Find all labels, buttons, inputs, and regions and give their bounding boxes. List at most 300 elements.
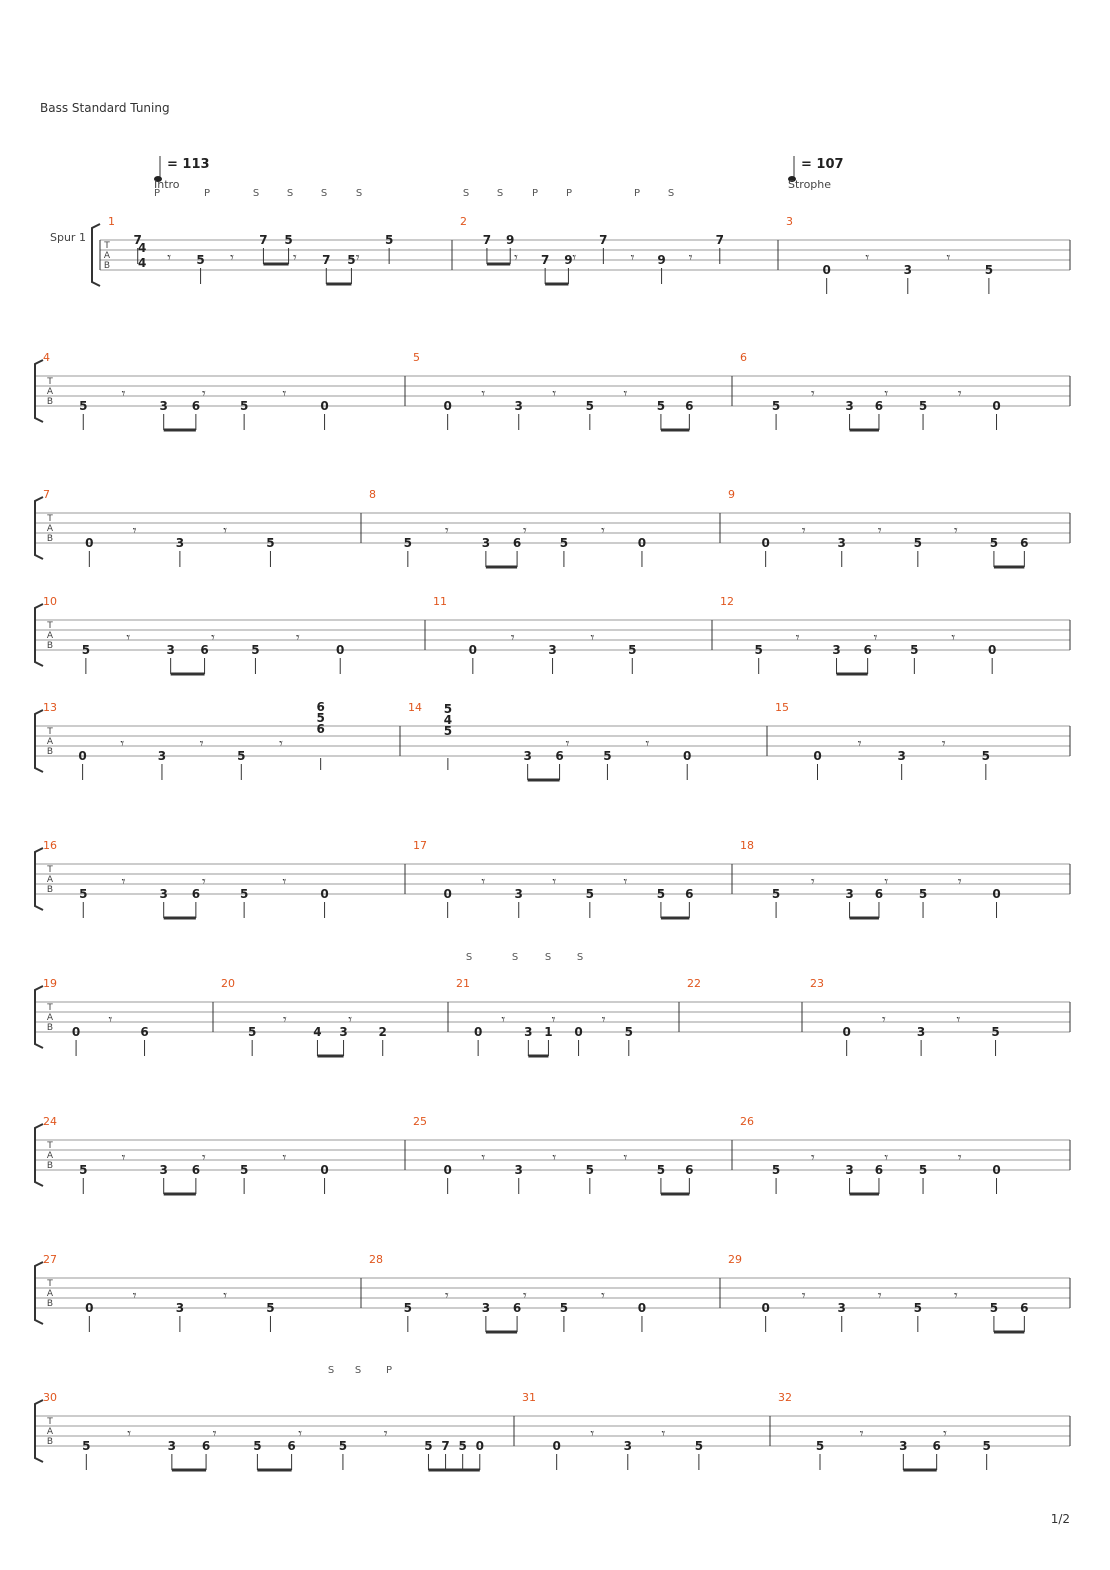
eighth-rest: 𝄾 bbox=[523, 523, 527, 539]
measure-number: 29 bbox=[728, 1253, 742, 1266]
technique-label: S bbox=[544, 952, 552, 963]
fret-number: 6 bbox=[863, 643, 872, 657]
eighth-rest: 𝄾 bbox=[108, 1012, 113, 1028]
fret-number: 0 bbox=[992, 1163, 1001, 1177]
eighth-rest: 𝄾 bbox=[810, 1150, 815, 1166]
tab-clef-letter: B bbox=[46, 397, 54, 407]
fret-number: 0 bbox=[336, 643, 345, 657]
fret-number: 5 bbox=[585, 887, 595, 901]
fret-number: 3 bbox=[175, 1301, 185, 1315]
fret-number: 3 bbox=[837, 536, 846, 550]
fret-number: 4 bbox=[443, 713, 453, 727]
fret-number: 5 bbox=[656, 1163, 666, 1177]
eighth-rest: 𝄾 bbox=[132, 1288, 137, 1304]
fret-number: 6 bbox=[685, 887, 694, 901]
fret-number: 6 bbox=[932, 1439, 941, 1453]
system-bracket bbox=[35, 710, 43, 772]
eighth-rest: 𝄾 bbox=[801, 523, 806, 539]
eighth-rest: 𝄾 bbox=[601, 1288, 605, 1304]
fret-number: 3 bbox=[175, 536, 185, 550]
measure-number: 18 bbox=[740, 839, 754, 852]
fret-number: 5 bbox=[316, 711, 325, 725]
eighth-rest: 𝄾 bbox=[630, 250, 635, 266]
fret-number: 4 bbox=[313, 1025, 322, 1039]
fret-number: 5 bbox=[984, 263, 994, 277]
fret-number: 6 bbox=[874, 887, 884, 901]
fret-number: 5 bbox=[239, 1163, 249, 1177]
tab-clef-letter: B bbox=[46, 641, 54, 651]
measure-number: 23 bbox=[810, 977, 824, 990]
fret-number: 5 bbox=[989, 1301, 999, 1315]
fret-number: 6 bbox=[316, 700, 325, 714]
eighth-rest: 𝄾 bbox=[552, 1150, 557, 1166]
fret-number: 3 bbox=[548, 643, 557, 657]
tab-clef-letter: B bbox=[103, 261, 111, 271]
tuning-label: Bass Standard Tuning bbox=[40, 101, 170, 115]
system-bracket bbox=[35, 848, 43, 910]
fret-number: 5 bbox=[81, 643, 91, 657]
eighth-rest: 𝄾 bbox=[481, 1150, 486, 1166]
fret-number: 6 bbox=[512, 1301, 522, 1315]
fret-number: 6 bbox=[685, 1163, 694, 1177]
eighth-rest: 𝄾 bbox=[951, 630, 956, 646]
system-bracket bbox=[92, 224, 100, 286]
eighth-rest: 𝄾 bbox=[552, 874, 557, 890]
tab-clef-letter: B bbox=[46, 1299, 54, 1309]
tab-clef-letter: T bbox=[47, 1003, 53, 1013]
fret-number: 3 bbox=[481, 536, 491, 550]
measure-number: 5 bbox=[413, 351, 420, 364]
eighth-rest: 𝄾 bbox=[565, 736, 570, 752]
fret-number: 6 bbox=[874, 1163, 884, 1177]
technique-label: P bbox=[153, 188, 161, 199]
technique-label: S bbox=[465, 952, 473, 963]
eighth-rest: 𝄾 bbox=[481, 874, 486, 890]
fret-number: 0 bbox=[987, 643, 997, 657]
technique-label: S bbox=[252, 188, 260, 199]
fret-number: 0 bbox=[78, 749, 87, 763]
fret-number: 5 bbox=[991, 1025, 1000, 1039]
technique-label: S bbox=[511, 952, 519, 963]
eighth-rest: 𝄾 bbox=[282, 874, 287, 890]
fret-number: 5 bbox=[251, 643, 260, 657]
tab-clef-letter: A bbox=[46, 631, 54, 641]
fret-number: 9 bbox=[506, 233, 515, 247]
fret-number: 3 bbox=[514, 399, 523, 413]
fret-number: 0 bbox=[992, 887, 1001, 901]
fret-number: 3 bbox=[916, 1025, 926, 1039]
fret-number: 0 bbox=[552, 1439, 561, 1453]
fret-number: 5 bbox=[910, 643, 919, 657]
fret-number: 6 bbox=[555, 749, 564, 763]
measure-number: 25 bbox=[413, 1115, 427, 1128]
fret-number: 3 bbox=[897, 749, 906, 763]
eighth-rest: 𝄾 bbox=[223, 523, 228, 539]
technique-label: S bbox=[496, 188, 504, 199]
fret-number: 2 bbox=[378, 1025, 387, 1039]
technique-label: P bbox=[203, 188, 211, 199]
measure-number: 24 bbox=[43, 1115, 57, 1128]
eighth-rest: 𝄾 bbox=[601, 523, 605, 539]
fret-number: 5 bbox=[443, 702, 453, 716]
fret-number: 3 bbox=[623, 1439, 632, 1453]
measure-number: 16 bbox=[43, 839, 57, 852]
fret-number: 5 bbox=[603, 749, 612, 763]
fret-number: 0 bbox=[637, 536, 647, 550]
fret-number: 0 bbox=[475, 1439, 484, 1453]
measure-number: 3 bbox=[786, 215, 793, 228]
fret-number: 5 bbox=[694, 1439, 704, 1453]
fret-number: 0 bbox=[71, 1025, 81, 1039]
fret-number: 5 bbox=[989, 536, 999, 550]
measure-number: 20 bbox=[221, 977, 235, 990]
fret-number: 5 bbox=[247, 1025, 257, 1039]
fret-number: 3 bbox=[159, 887, 168, 901]
tab-clef-letter: A bbox=[46, 1427, 54, 1437]
eighth-rest: 𝄾 bbox=[167, 250, 172, 266]
tab-clef-letter: B bbox=[46, 885, 54, 895]
fret-number: 3 bbox=[523, 749, 532, 763]
fret-number: 5 bbox=[253, 1439, 262, 1453]
fret-number: 1 bbox=[544, 1025, 553, 1039]
fret-number: 7 bbox=[133, 233, 142, 247]
eighth-rest: 𝄾 bbox=[956, 1012, 961, 1028]
fret-number: 5 bbox=[237, 749, 246, 763]
fret-number: 5 bbox=[771, 399, 781, 413]
eighth-rest: 𝄾 bbox=[279, 736, 283, 752]
eighth-rest: 𝄾 bbox=[355, 250, 360, 266]
eighth-rest: 𝄾 bbox=[121, 386, 126, 402]
fret-number: 0 bbox=[443, 1163, 452, 1177]
fret-number: 5 bbox=[656, 399, 666, 413]
eighth-rest: 𝄾 bbox=[282, 1012, 287, 1028]
fret-number: 6 bbox=[1020, 1301, 1029, 1315]
fret-number: 6 bbox=[1020, 536, 1029, 550]
section-label: Intro bbox=[154, 178, 180, 191]
fret-number: 5 bbox=[284, 233, 293, 247]
fret-number: 0 bbox=[822, 263, 831, 277]
eighth-rest: 𝄾 bbox=[292, 250, 297, 266]
eighth-rest: 𝄾 bbox=[884, 874, 889, 890]
track-label: Spur 1 bbox=[50, 231, 86, 244]
fret-number: 0 bbox=[574, 1025, 583, 1039]
measure-number: 32 bbox=[778, 1391, 792, 1404]
fret-number: 5 bbox=[771, 887, 781, 901]
eighth-rest: 𝄾 bbox=[857, 736, 862, 752]
eighth-rest: 𝄾 bbox=[199, 736, 204, 752]
fret-number: 5 bbox=[443, 724, 453, 738]
tempo-value: = 113 bbox=[167, 157, 210, 172]
system-bracket bbox=[35, 360, 43, 422]
measure-number: 17 bbox=[413, 839, 427, 852]
fret-number: 3 bbox=[837, 1301, 846, 1315]
system-bracket bbox=[35, 604, 43, 666]
fret-number: 5 bbox=[403, 536, 413, 550]
tab-clef-letter: A bbox=[103, 251, 111, 261]
eighth-rest: 𝄾 bbox=[661, 1426, 666, 1442]
measure-number: 12 bbox=[720, 595, 734, 608]
fret-number: 0 bbox=[992, 399, 1001, 413]
measure-number: 8 bbox=[369, 488, 376, 501]
fret-number: 6 bbox=[287, 1439, 296, 1453]
technique-label: P bbox=[385, 1365, 393, 1376]
eighth-rest: 𝄾 bbox=[223, 1288, 228, 1304]
technique-label: S bbox=[320, 188, 328, 199]
system-bracket bbox=[35, 1124, 43, 1186]
measure-number: 28 bbox=[369, 1253, 383, 1266]
eighth-rest: 𝄾 bbox=[348, 1012, 352, 1028]
system-bracket bbox=[35, 986, 43, 1048]
tab-clef-letter: T bbox=[104, 241, 110, 251]
fret-number: 5 bbox=[771, 1163, 781, 1177]
eighth-rest: 𝄾 bbox=[645, 736, 650, 752]
eighth-rest: 𝄾 bbox=[295, 630, 300, 646]
fret-number: 0 bbox=[468, 643, 478, 657]
eighth-rest: 𝄾 bbox=[954, 1288, 958, 1304]
measure-number: 22 bbox=[687, 977, 701, 990]
fret-number: 5 bbox=[424, 1439, 433, 1453]
tab-clef-letter: T bbox=[47, 1279, 53, 1289]
fret-number: 5 bbox=[347, 253, 356, 267]
eighth-rest: 𝄾 bbox=[884, 1150, 889, 1166]
fret-number: 7 bbox=[259, 233, 268, 247]
eighth-rest: 𝄾 bbox=[211, 630, 215, 646]
fret-number: 0 bbox=[813, 749, 822, 763]
tab-clef-letter: T bbox=[47, 621, 53, 631]
measure-number: 9 bbox=[728, 488, 735, 501]
tab-clef-letter: A bbox=[46, 875, 54, 885]
technique-label: S bbox=[286, 188, 294, 199]
fret-number: 5 bbox=[239, 887, 249, 901]
fret-number: 0 bbox=[320, 887, 329, 901]
eighth-rest: 𝄾 bbox=[444, 523, 449, 539]
eighth-rest: 𝄾 bbox=[943, 1426, 947, 1442]
fret-number: 5 bbox=[559, 1301, 569, 1315]
measure-number: 27 bbox=[43, 1253, 57, 1266]
fret-number: 5 bbox=[403, 1301, 413, 1315]
fret-number: 3 bbox=[903, 263, 912, 277]
tab-clef-letter: B bbox=[46, 1023, 54, 1033]
tab-clef-letter: T bbox=[47, 1417, 53, 1427]
fret-number: 0 bbox=[85, 1301, 94, 1315]
fret-number: 5 bbox=[458, 1439, 467, 1453]
fret-number: 3 bbox=[339, 1025, 348, 1039]
fret-number: 5 bbox=[624, 1025, 633, 1039]
fret-number: 5 bbox=[82, 1439, 91, 1453]
fret-number: 5 bbox=[79, 399, 88, 413]
tab-clef-letter: A bbox=[46, 1013, 54, 1023]
tab-clef-letter: A bbox=[46, 1289, 54, 1299]
fret-number: 3 bbox=[159, 1163, 168, 1177]
eighth-rest: 𝄾 bbox=[623, 874, 628, 890]
measure-number: 21 bbox=[456, 977, 470, 990]
eighth-rest: 𝄾 bbox=[501, 1012, 506, 1028]
fret-number: 0 bbox=[637, 1301, 647, 1315]
fret-number: 5 bbox=[981, 749, 991, 763]
eighth-rest: 𝄾 bbox=[121, 1150, 126, 1166]
eighth-rest: 𝄾 bbox=[882, 1012, 886, 1028]
tab-clef-letter: T bbox=[47, 514, 53, 524]
eighth-rest: 𝄾 bbox=[941, 736, 946, 752]
fret-number: 5 bbox=[384, 233, 394, 247]
tab-clef-letter: B bbox=[46, 747, 54, 757]
fret-number: 5 bbox=[656, 887, 666, 901]
measure-number: 6 bbox=[740, 351, 747, 364]
eighth-rest: 𝄾 bbox=[601, 1012, 606, 1028]
tempo-value: = 107 bbox=[801, 157, 844, 172]
fret-number: 5 bbox=[79, 887, 88, 901]
eighth-rest: 𝄾 bbox=[810, 874, 815, 890]
eighth-rest: 𝄾 bbox=[202, 1150, 206, 1166]
measure-number: 4 bbox=[43, 351, 50, 364]
eighth-rest: 𝄾 bbox=[801, 1288, 806, 1304]
fret-number: 9 bbox=[657, 253, 666, 267]
measure-number: 26 bbox=[740, 1115, 754, 1128]
fret-number: 6 bbox=[191, 887, 201, 901]
fret-number: 3 bbox=[167, 1439, 177, 1453]
eighth-rest: 𝄾 bbox=[510, 630, 515, 646]
measure-number: 30 bbox=[43, 1391, 57, 1404]
tab-clef-letter: A bbox=[46, 737, 54, 747]
fret-number: 3 bbox=[899, 1439, 908, 1453]
fret-number: 5 bbox=[628, 643, 637, 657]
fret-number: 3 bbox=[845, 887, 854, 901]
fret-number: 3 bbox=[832, 643, 841, 657]
eighth-rest: 𝄾 bbox=[884, 386, 889, 402]
eighth-rest: 𝄾 bbox=[590, 1426, 595, 1442]
eighth-rest: 𝄾 bbox=[957, 386, 962, 402]
eighth-rest: 𝄾 bbox=[623, 1150, 628, 1166]
fret-number: 0 bbox=[320, 399, 329, 413]
fret-number: 3 bbox=[166, 643, 175, 657]
fret-number: 3 bbox=[524, 1025, 533, 1039]
technique-label: S bbox=[354, 1365, 362, 1376]
eighth-rest: 𝄾 bbox=[810, 386, 815, 402]
tab-clef-letter: T bbox=[47, 865, 53, 875]
eighth-rest: 𝄾 bbox=[551, 1012, 556, 1028]
eighth-rest: 𝄾 bbox=[946, 250, 951, 266]
fret-number: 5 bbox=[585, 1163, 595, 1177]
eighth-rest: 𝄾 bbox=[865, 250, 870, 266]
technique-label: S bbox=[462, 188, 470, 199]
section-label: Strophe bbox=[788, 178, 832, 191]
eighth-rest: 𝄾 bbox=[282, 1150, 287, 1166]
eighth-rest: 𝄾 bbox=[873, 630, 878, 646]
technique-label: S bbox=[327, 1365, 335, 1376]
fret-number: 0 bbox=[842, 1025, 851, 1039]
fret-number: 5 bbox=[913, 536, 923, 550]
eighth-rest: 𝄾 bbox=[957, 874, 962, 890]
fret-number: 5 bbox=[266, 536, 275, 550]
fret-number: 7 bbox=[599, 233, 608, 247]
technique-label: S bbox=[667, 188, 675, 199]
eighth-rest: 𝄾 bbox=[230, 250, 234, 266]
fret-number: 5 bbox=[79, 1163, 88, 1177]
fret-number: 0 bbox=[443, 399, 452, 413]
eighth-rest: 𝄾 bbox=[121, 874, 126, 890]
eighth-rest: 𝄾 bbox=[481, 386, 486, 402]
fret-number: 5 bbox=[559, 536, 569, 550]
fret-number: 0 bbox=[761, 536, 770, 550]
fret-number: 6 bbox=[316, 722, 325, 736]
eighth-rest: 𝄾 bbox=[132, 523, 137, 539]
fret-number: 9 bbox=[564, 253, 573, 267]
fret-number: 6 bbox=[191, 399, 201, 413]
tab-clef-letter: T bbox=[47, 377, 53, 387]
eighth-rest: 𝄾 bbox=[127, 1426, 131, 1442]
fret-number: 6 bbox=[140, 1025, 149, 1039]
fret-number: 3 bbox=[514, 887, 523, 901]
eighth-rest: 𝄾 bbox=[202, 386, 206, 402]
fret-number: 0 bbox=[443, 887, 452, 901]
fret-number: 6 bbox=[874, 399, 884, 413]
fret-number: 3 bbox=[159, 399, 168, 413]
fret-number: 5 bbox=[913, 1301, 923, 1315]
eighth-rest: 𝄾 bbox=[877, 523, 882, 539]
eighth-rest: 𝄾 bbox=[120, 736, 125, 752]
fret-number: 5 bbox=[196, 253, 205, 267]
fret-number: 7 bbox=[540, 253, 550, 267]
measure-number: 14 bbox=[408, 701, 422, 714]
tab-clef-letter: A bbox=[46, 387, 54, 397]
technique-label: P bbox=[633, 188, 641, 199]
eighth-rest: 𝄾 bbox=[212, 1426, 217, 1442]
eighth-rest: 𝄾 bbox=[795, 630, 800, 646]
eighth-rest: 𝄾 bbox=[282, 386, 287, 402]
eighth-rest: 𝄾 bbox=[954, 523, 958, 539]
fret-number: 0 bbox=[473, 1025, 483, 1039]
fret-number: 3 bbox=[845, 399, 854, 413]
eighth-rest: 𝄾 bbox=[202, 874, 206, 890]
fret-number: 7 bbox=[322, 253, 331, 267]
measure-number: 11 bbox=[433, 595, 447, 608]
tab-clef-letter: A bbox=[46, 1151, 54, 1161]
system-bracket bbox=[35, 497, 43, 559]
measure-number: 2 bbox=[460, 215, 467, 228]
technique-label: P bbox=[565, 188, 573, 199]
eighth-rest: 𝄾 bbox=[383, 1426, 388, 1442]
eighth-rest: 𝄾 bbox=[957, 1150, 962, 1166]
eighth-rest: 𝄾 bbox=[444, 1288, 449, 1304]
fret-number: 6 bbox=[685, 399, 694, 413]
eighth-rest: 𝄾 bbox=[298, 1426, 303, 1442]
tab-clef-letter: T bbox=[47, 727, 53, 737]
fret-number: 5 bbox=[918, 1163, 928, 1177]
fret-number: 5 bbox=[815, 1439, 825, 1453]
eighth-rest: 𝄾 bbox=[523, 1288, 527, 1304]
measure-number: 19 bbox=[43, 977, 57, 990]
time-signature-top: 4 bbox=[138, 241, 147, 255]
page-number: 1/2 bbox=[1050, 1512, 1070, 1526]
fret-number: 6 bbox=[201, 1439, 211, 1453]
fret-number: 5 bbox=[239, 399, 249, 413]
fret-number: 6 bbox=[191, 1163, 201, 1177]
eighth-rest: 𝄾 bbox=[688, 250, 693, 266]
fret-number: 5 bbox=[754, 643, 763, 657]
tab-clef-letter: B bbox=[46, 1437, 54, 1447]
fret-number: 7 bbox=[715, 233, 724, 247]
system-bracket bbox=[35, 1262, 43, 1324]
technique-label: P bbox=[531, 188, 539, 199]
eighth-rest: 𝄾 bbox=[514, 250, 518, 266]
tab-clef-letter: B bbox=[46, 534, 54, 544]
fret-number: 0 bbox=[320, 1163, 329, 1177]
technique-label: S bbox=[576, 952, 584, 963]
fret-number: 5 bbox=[585, 399, 595, 413]
fret-number: 5 bbox=[982, 1439, 991, 1453]
measure-number: 31 bbox=[522, 1391, 536, 1404]
fret-number: 6 bbox=[512, 536, 522, 550]
